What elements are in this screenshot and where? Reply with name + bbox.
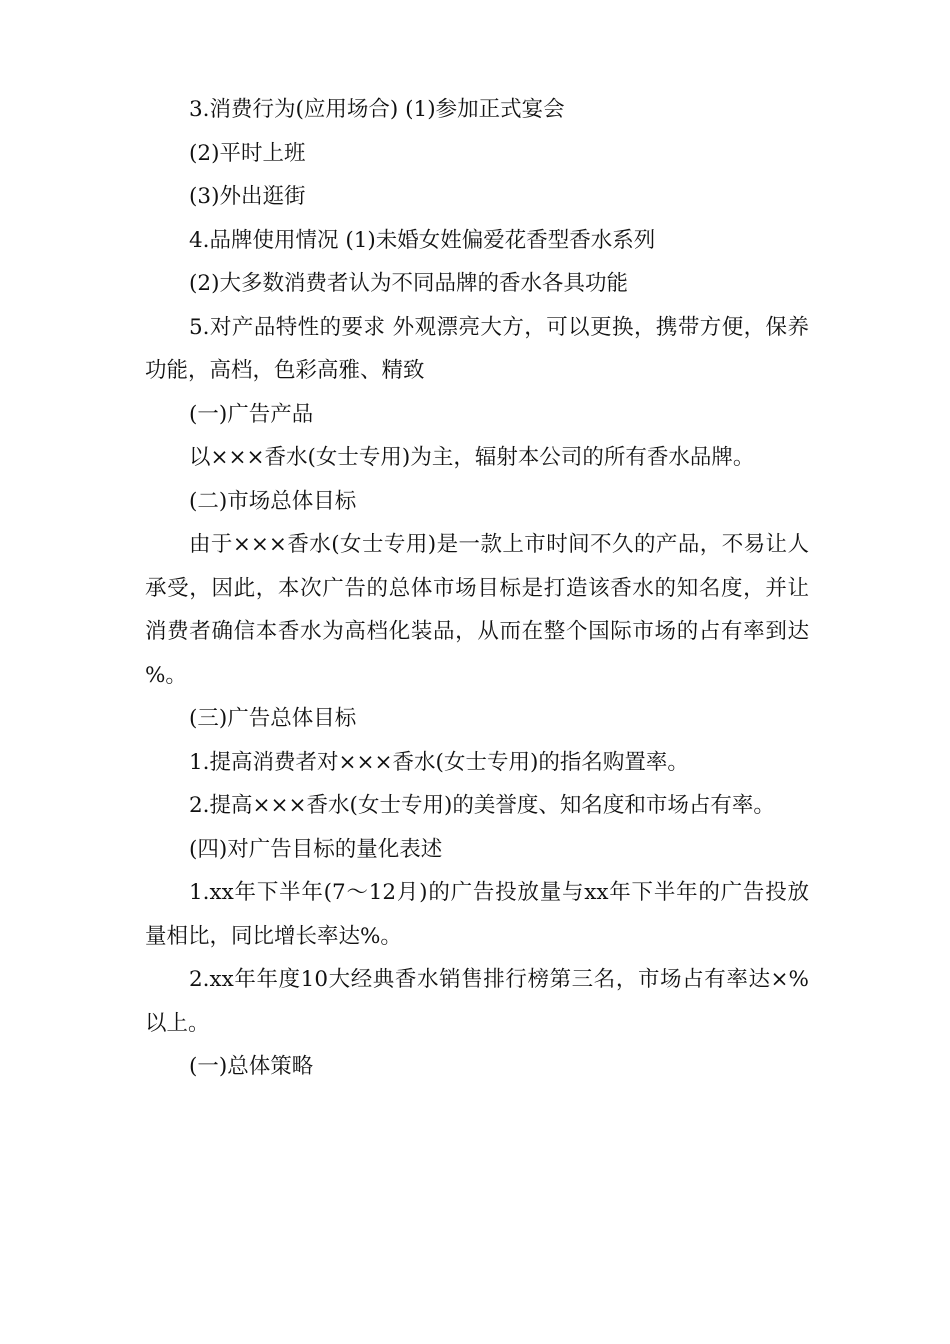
paragraph-ad-product: 以×××香水(女士专用)为主，辐射本公司的所有香水品牌。 [189, 445, 755, 470]
document-body [145, 88, 809, 1089]
heading-ad-goal: (三)广告总体目标 [189, 706, 357, 731]
paragraph-product-requirements: 5.对产品特性的要求 外观漂亮大方，可以更换，携带方便，保养功能，高档，色彩高雅、精致 [145, 314, 809, 383]
paragraph-brand-usage: 4.品牌使用情况 (1)未婚女姓偏爱花香型香水系列 [189, 227, 656, 253]
heading-quantified-goal: (四)对广告目标的量化表述 [189, 836, 443, 862]
heading-ad-product: (一)广告产品 [189, 401, 314, 427]
paragraph-quantified-goal-2: 2.xx年年度10大经典香水销售排行榜第三名，市场占有率达×%以上。 [145, 967, 809, 1036]
heading-market-goal: (二)市场总体目标 [189, 488, 357, 514]
paragraph-brand-function: (2)大多数消费者认为不同品牌的香水各具功能 [189, 271, 628, 296]
paragraph-market-goal: 由于×××香水(女士专用)是一款上市时间不久的产品，不易让人承受，因此，本次广告的总体市场目标是打造该香水的知名度，并让消费者确信本香水为高档化装品，从而在整个国际市场的占有率到达 %。 [145, 532, 809, 688]
heading-overall-strategy: (一)总体策略 [189, 1054, 314, 1079]
paragraph-quantified-goal-1: 1.xx年下半年(7～12月)的广告投放量与xx年下半年的广告投放量相比，同比增长率达%。 [145, 880, 809, 949]
paragraph-consumption-behavior: 3.消费行为(应用场合) (1)参加正式宴会 [189, 97, 565, 122]
paragraph-work: (2)平时上班 [189, 140, 306, 166]
paragraph-ad-goal-1: 1.提高消费者对×××香水(女士专用)的指名购置率。 [189, 749, 689, 775]
paragraph-shopping: (3)外出逛街 [189, 184, 306, 209]
paragraph-ad-goal-2: 2.提高×××香水(女士专用)的美誉度、知名度和市场占有率。 [189, 793, 775, 818]
